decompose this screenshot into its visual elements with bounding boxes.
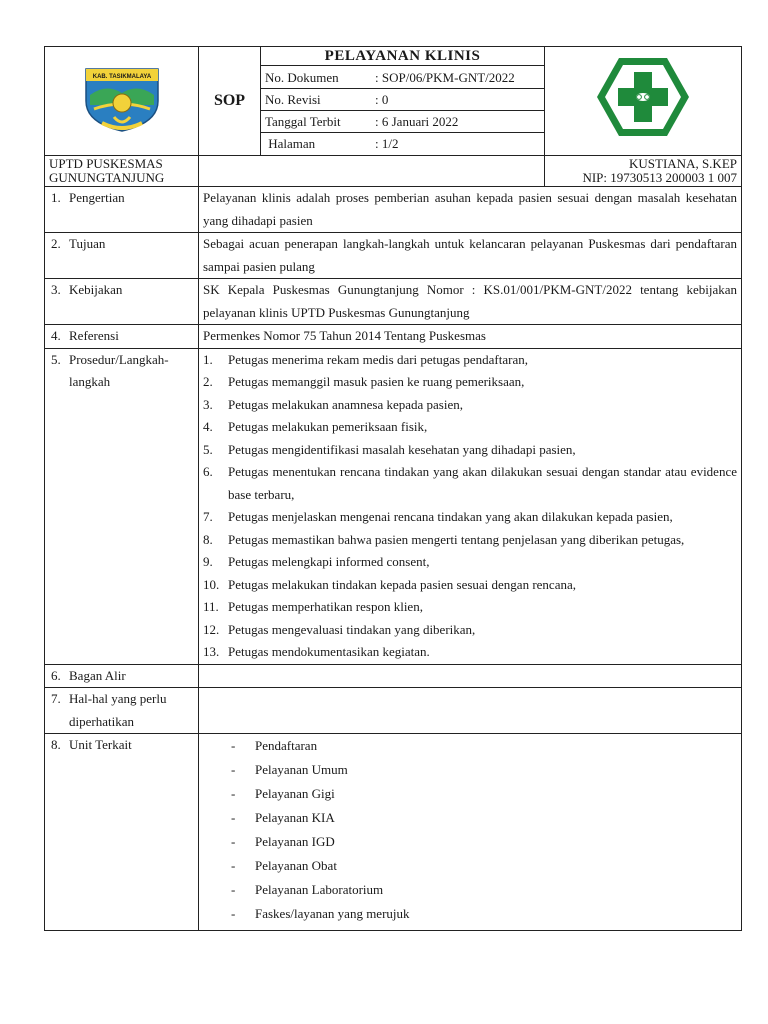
list-item: - Pendaftaran xyxy=(231,738,318,753)
list-item: 9. Petugas melengkapi informed consent, xyxy=(203,554,430,569)
list-item: 1. Petugas menerima rekam medis dari petugas pendaftaran, xyxy=(203,351,528,367)
prosedur-steps xyxy=(199,348,742,664)
list-item: - Pelayanan Laboratorium xyxy=(231,882,384,897)
hal-perlu-content xyxy=(199,688,742,734)
organization-name: UPTD PUSKESMAS GUNUNGTANJUNG xyxy=(45,156,199,187)
pengertian-text: Pelayanan klinis adalah proses pemberian asuhan kepada pasien sesuai dengan masalah kesehatan yang dihadapi pasien xyxy=(199,187,742,233)
section-unit-terkait: 8. Unit Terkait - Pendaftaran - Pelayanan Umum - Pelayanan Gigi - Pelayanan KIA - Pelayanan IGD - Pelayanan Obat - Pelayanan Laboratorium - Faskes/layanan yang merujuk xyxy=(45,734,742,931)
puskesmas-logo-cell xyxy=(545,47,742,156)
regency-logo-cell xyxy=(45,47,199,156)
meta-row: Tanggal Terbit : 6 Januari 2022 xyxy=(261,111,544,133)
signature-space xyxy=(199,156,545,187)
referensi-text: Permenkes Nomor 75 Tahun 2014 Tentang Puskesmas xyxy=(199,325,742,349)
list-item: 6. Petugas menentukan rencana tindakan yang akan dilakukan sesuai dengan standar atau evidence base terbaru, xyxy=(203,464,737,502)
document-title: PELAYANAN KLINIS xyxy=(261,47,545,66)
bagan-alir-content xyxy=(199,664,742,688)
meta-row: No. Revisi : 0 xyxy=(261,89,544,111)
signer-name: KUSTIANA, S.KEP xyxy=(629,156,737,171)
sop-document xyxy=(44,46,741,931)
section-bagan-alir: 6. Bagan Alir xyxy=(45,664,742,688)
kebijakan-text: SK Kepala Puskesmas Gunungtanjung Nomor : KS.01/001/PKM-GNT/2022 tentang kebijakan pelayanan klinis UPTD Puskesmas Gunungtanjung xyxy=(199,279,742,325)
list-item: 10. Petugas melakukan tindakan kepada pasien sesuai dengan rencana, xyxy=(203,576,576,592)
meta-row: Halaman : 1/2 xyxy=(261,133,544,155)
list-item: - Pelayanan Gigi xyxy=(231,786,335,801)
list-item: 8. Petugas memastikan bahwa pasien mengerti tentang penjelasan yang diberikan petugas, xyxy=(203,531,685,547)
list-item: 12. Petugas mengevaluasi tindakan yang diberikan, xyxy=(203,621,476,637)
list-item: 4. Petugas melakukan pemeriksaan fisik, xyxy=(203,419,428,434)
list-item: - Pelayanan Obat xyxy=(231,858,337,873)
section-kebijakan: 3. Kebijakan SK Kepala Puskesmas Gunungtanjung Nomor : KS.01/001/PKM-GNT/2022 tentang kebijakan pelayanan klinis UPTD Puskesmas Gunungtanjung xyxy=(45,279,742,325)
unit-terkait-list xyxy=(199,734,742,931)
list-item: - Faskes/layanan yang merujuk xyxy=(231,906,410,921)
section-prosedur: 5. Prosedur/Langkah- langkah 1. Petugas menerima rekam medis dari petugas pendaftaran, 2. Petugas memanggil masuk pasien ke ruang pemeriksaan, 3. Petugas melakukan anamnesa kepada pasien, 4. Petugas melakukan pemeriksaan fisik, 5. Petugas mengidentifikasi masalah kesehatan yang dihadapi pasien, 6. Petugas menentukan rencana tindakan yang akan dilakukan sesuai dengan standar atau evidence base terbaru, 7. Petugas menjelaskan mengenai rencana tindakan yang akan dilakukan kepada pasien, 8. Petugas memastikan bahwa pasien mengerti tentang penjelasan yang diberikan petugas, 9. Petugas melengkapi informed consent, 10. Petugas melakukan tindakan kepada pasien sesuai dengan rencana, 11. Petugas memperhatikan respon klien, 12. Petugas mengevaluasi tindakan yang diberikan, 13. Petugas mendokumentasikan kegiatan. xyxy=(45,348,742,664)
list-item: - Pelayanan KIA xyxy=(231,810,335,825)
puskesmas-logo-icon xyxy=(595,54,691,140)
section-pengertian: 1. Pengertian Pelayanan klinis adalah proses pemberian asuhan kepada pasien sesuai dengan masalah kesehatan yang dihadapi pasien xyxy=(45,187,742,233)
list-item: 2. Petugas memanggil masuk pasien ke ruang pemeriksaan, xyxy=(203,374,525,389)
tujuan-text: Sebagai acuan penerapan langkah-langkah untuk kelancaran pelayanan Puskesmas dari pendaftaran sampai pasien pulang xyxy=(199,233,742,279)
list-item: 5. Petugas mengidentifikasi masalah kesehatan yang dihadapi pasien, xyxy=(203,441,576,457)
sop-body-table xyxy=(44,186,742,931)
list-item: 7. Petugas menjelaskan mengenai rencana tindakan yang akan dilakukan kepada pasien, xyxy=(203,509,673,524)
sop-header-table xyxy=(44,46,742,187)
regency-emblem-icon xyxy=(80,61,164,133)
list-item: 11. Petugas memperhatikan respon klien, xyxy=(203,599,423,614)
list-item: 3. Petugas melakukan anamnesa kepada pasien, xyxy=(203,396,463,412)
section-hal-perlu-diperhatikan: 7. Hal-hal yang perlu diperhatikan xyxy=(45,688,742,734)
svg-text:KAB. TASIKMALAYA: KAB. TASIKMALAYA xyxy=(92,74,151,81)
list-item: 13. Petugas mendokumentasikan kegiatan. xyxy=(203,644,430,659)
signer-nip: NIP: 19730513 200003 1 007 xyxy=(582,170,737,185)
signer-block xyxy=(545,156,742,187)
section-tujuan: 2. Tujuan Sebagai acuan penerapan langkah-langkah untuk kelancaran pelayanan Puskesmas dari pendaftaran sampai pasien pulang xyxy=(45,233,742,279)
list-item: - Pelayanan Umum xyxy=(231,762,348,777)
meta-row: No. Dokumen : SOP/06/PKM-GNT/2022 xyxy=(261,67,544,89)
sop-label: SOP xyxy=(199,47,261,156)
list-item: - Pelayanan IGD xyxy=(231,834,335,849)
section-referensi: 4. Referensi Permenkes Nomor 75 Tahun 2014 Tentang Puskesmas xyxy=(45,325,742,349)
document-meta xyxy=(261,66,545,156)
